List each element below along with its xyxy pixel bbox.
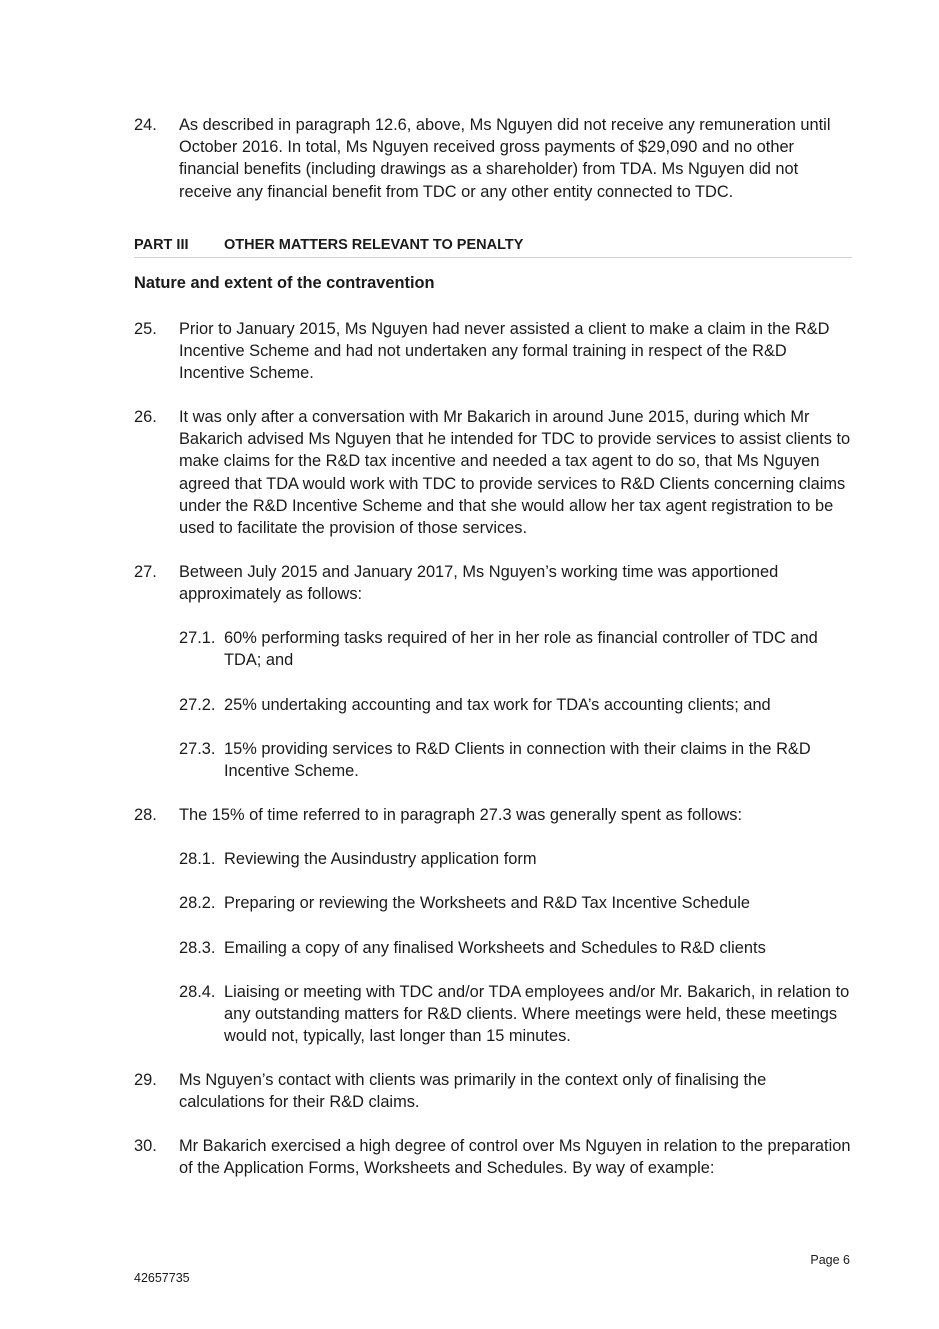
paragraph-25 — [134, 318, 854, 385]
subparagraph-number: 27.2. — [179, 696, 216, 714]
paragraph-text: Between July 2015 and January 2017, Ms Nguyen’s working time was apportioned approximately as follows: — [179, 563, 779, 604]
paragraph-27 — [134, 561, 854, 605]
subparagraph-text: 60% performing tasks required of her in her role as financial controller of TDC and TDA; and — [224, 629, 818, 670]
subparagraph-number: 28.1. — [179, 850, 216, 868]
paragraph-number: 27. — [134, 563, 157, 581]
section-heading: Nature and extent of the contravention — [134, 274, 435, 292]
paragraph-28 — [134, 804, 854, 826]
subparagraph-text: Preparing or reviewing the Worksheets and R&D Tax Incentive Schedule — [224, 894, 750, 912]
paragraph-30 — [134, 1135, 854, 1179]
page-number: Page 6 — [810, 1253, 850, 1267]
subparagraph-number: 28.4. — [179, 983, 216, 1001]
subparagraph-text: Liaising or meeting with TDC and/or TDA employees and/or Mr. Bakarich, in relation to any outstanding matters for R&D clients. Where meetings were held, these meetings would not, typically, last longer than 15 minutes. — [224, 983, 850, 1046]
subparagraph-27-1 — [179, 627, 854, 671]
document-id: 42657735 — [134, 1271, 190, 1285]
part-heading — [134, 237, 852, 258]
subparagraph-27-3 — [179, 738, 854, 782]
subparagraph-number: 28.2. — [179, 894, 216, 912]
paragraph-text: The 15% of time referred to in paragraph 27.3 was generally spent as follows: — [179, 806, 743, 824]
paragraph-text: As described in paragraph 12.6, above, Ms Nguyen did not receive any remuneration until October 2016. In total, Ms Nguyen received gross payments of $29,090 and no other financial benefits (including drawings as a shareholder) from TDA. Ms Nguyen did not receive any financial benefit from TDC or any other entity connected to TDC. — [179, 116, 831, 201]
paragraph-26 — [134, 406, 854, 539]
paragraph-number: 25. — [134, 320, 157, 338]
paragraph-number: 26. — [134, 408, 157, 426]
paragraph-number: 29. — [134, 1071, 157, 1089]
subparagraph-28-2 — [179, 892, 854, 914]
subparagraph-number: 27.1. — [179, 629, 216, 647]
part-label: PART III — [134, 237, 189, 253]
subparagraph-number: 27.3. — [179, 740, 216, 758]
subparagraph-text: Reviewing the Ausindustry application form — [224, 850, 537, 868]
part-title: OTHER MATTERS RELEVANT TO PENALTY — [224, 237, 524, 253]
subparagraph-28-1 — [179, 848, 854, 870]
paragraph-number: 24. — [134, 116, 157, 134]
paragraph-text: Ms Nguyen’s contact with clients was primarily in the context only of finalising the calculations for their R&D claims. — [179, 1071, 767, 1112]
subparagraph-text: Emailing a copy of any finalised Worksheets and Schedules to R&D clients — [224, 939, 766, 957]
paragraph-number: 28. — [134, 806, 157, 824]
subparagraph-number: 28.3. — [179, 939, 216, 957]
paragraph-text: Prior to January 2015, Ms Nguyen had never assisted a client to make a claim in the R&D Incentive Scheme and had not undertaken any formal training in respect of the R&D Incentive Scheme. — [179, 320, 830, 383]
paragraph-number: 30. — [134, 1137, 157, 1155]
subparagraph-27-2 — [179, 694, 854, 716]
paragraph-24 — [134, 114, 854, 203]
paragraph-29 — [134, 1069, 854, 1113]
subparagraph-text: 15% providing services to R&D Clients in connection with their claims in the R&D Incentive Scheme. — [224, 740, 811, 781]
paragraph-text: It was only after a conversation with Mr Bakarich in around June 2015, during which Mr Bakarich advised Ms Nguyen that he intended for TDC to provide services to assist clients to make claims for the R&D tax incentive and needed a tax agent to do so, that Ms Nguyen agreed that TDA would work with TDC to provide services to R&D Clients concerning claims under the R&D Incentive Scheme and that she would allow her tax agent registration to be used to facilitate the provision of those services. — [179, 408, 851, 538]
subparagraph-28-3 — [179, 937, 854, 959]
paragraph-text: Mr Bakarich exercised a high degree of control over Ms Nguyen in relation to the preparation of the Application Forms, Worksheets and Schedules. By way of example: — [179, 1137, 851, 1178]
subparagraph-28-4 — [179, 981, 854, 1048]
subparagraph-text: 25% undertaking accounting and tax work for TDA’s accounting clients; and — [224, 696, 771, 714]
